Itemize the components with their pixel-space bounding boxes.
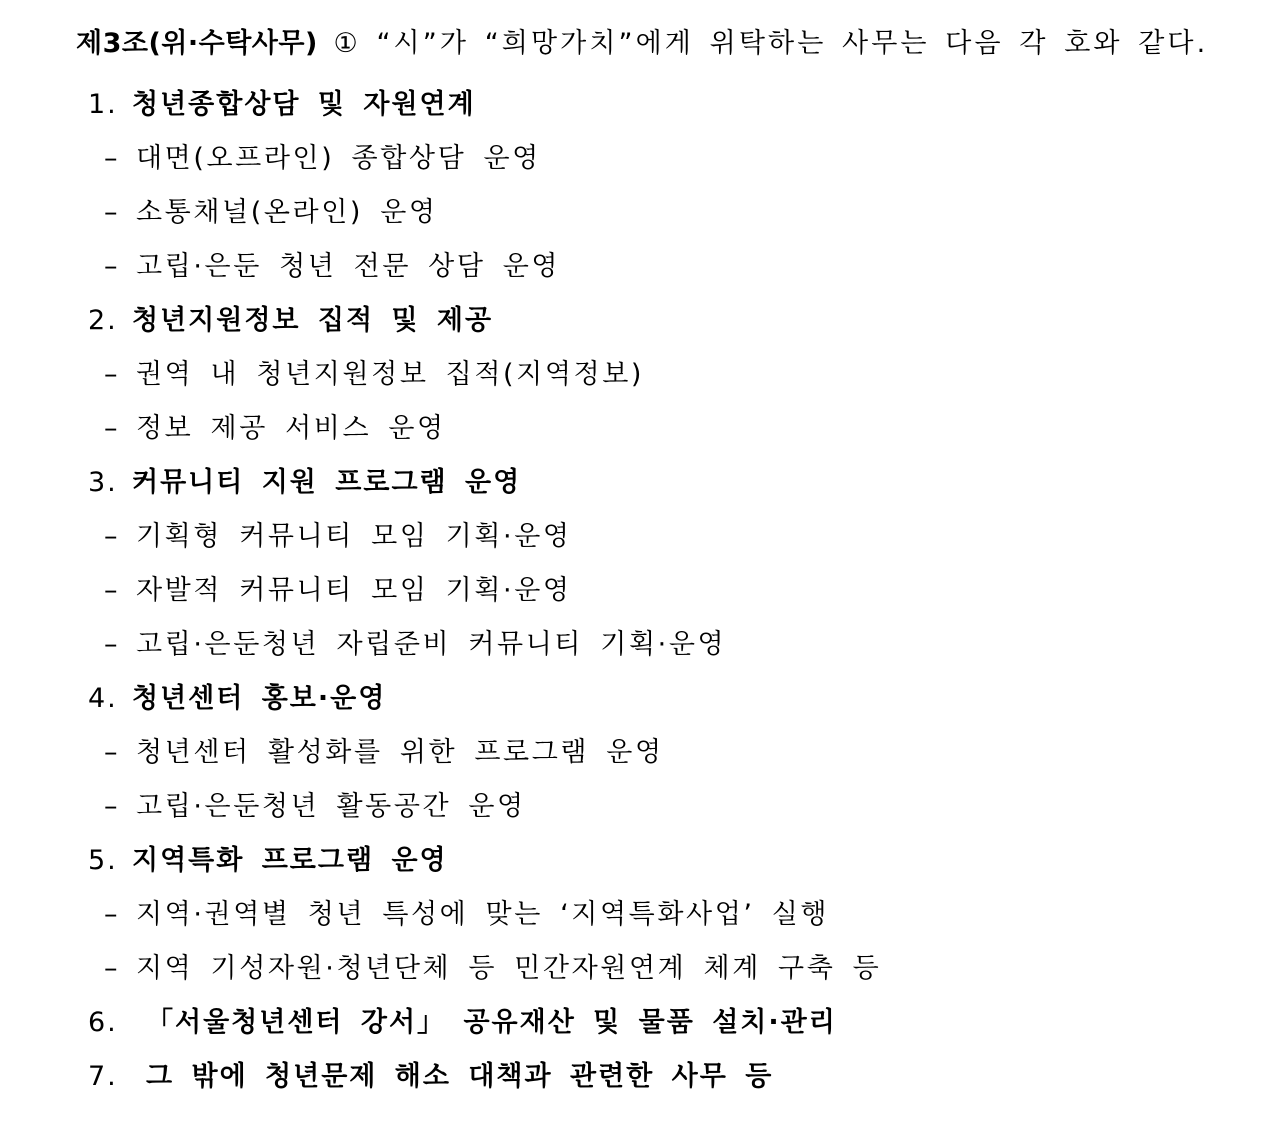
dash-bullet: – [104, 521, 121, 552]
section-title-text: 커뮤니티 지원 프로그램 운영 [132, 467, 522, 498]
item-text: 권역 내 청년지원정보 집적(지역정보) [136, 359, 645, 390]
dash-bullet: – [104, 251, 121, 282]
item-text: 고립·은둔청년 활동공간 운영 [136, 791, 526, 822]
section-title [88, 456, 1188, 510]
section-title-text: 청년센터 홍보·운영 [132, 683, 387, 714]
dash-bullet: – [104, 953, 121, 984]
section-title-text: 청년지원정보 집적 및 제공 [132, 305, 494, 336]
list-item [88, 564, 1188, 618]
item-text: 대면(오프라인) 종합상담 운영 [136, 143, 541, 174]
item-text: 지역·권역별 청년 특성에 맞는 ‘지역특화사업’ 실행 [136, 899, 830, 930]
list-item [88, 780, 1188, 834]
section-number: 2. [88, 305, 118, 336]
list-item [88, 402, 1188, 456]
section-number: 3. [88, 467, 118, 498]
section-title [88, 996, 1188, 1050]
section-1 [88, 78, 1188, 294]
section-2 [88, 294, 1188, 456]
list-item [88, 726, 1188, 780]
item-text: 소통채널(온라인) 운영 [136, 197, 438, 228]
item-text: 자발적 커뮤니티 모임 기획·운영 [136, 575, 572, 606]
item-text: 정보 제공 서비스 운영 [136, 413, 446, 444]
item-text: 기획형 커뮤니티 모임 기획·운영 [136, 521, 572, 552]
item-text: 지역 기성자원·청년단체 등 민간자원연계 체계 구축 등 [136, 953, 882, 984]
list-item [88, 240, 1188, 294]
section-number: 4. [88, 683, 118, 714]
section-title-text: 지역특화 프로그램 운영 [132, 845, 448, 876]
dash-bullet: – [104, 737, 121, 768]
section-7 [88, 1050, 1188, 1104]
section-title [88, 672, 1188, 726]
section-items [88, 348, 1188, 456]
item-text: 고립·은둔청년 자립준비 커뮤니티 기획·운영 [136, 629, 727, 660]
item-text: 청년센터 활성화를 위한 프로그램 운영 [136, 737, 664, 768]
section-number: 6. [88, 1007, 118, 1038]
item-text: 고립·은둔 청년 전문 상담 운영 [136, 251, 561, 282]
section-items [88, 888, 1188, 996]
section-4 [88, 672, 1188, 834]
list-item [88, 186, 1188, 240]
list-item [88, 618, 1188, 672]
article-title: 제3조(위·수탁사무) [76, 28, 318, 59]
section-title [88, 78, 1188, 132]
dash-bullet: – [104, 359, 121, 390]
section-list [88, 78, 1188, 1104]
section-number: 7. [88, 1061, 118, 1092]
section-title [88, 294, 1188, 348]
dash-bullet: – [104, 575, 121, 606]
list-item [88, 510, 1188, 564]
section-title-text: 청년종합상담 및 자원연계 [132, 89, 476, 120]
section-title-text: 그 밖에 청년문제 해소 대책과 관련한 사무 등 [146, 1061, 774, 1092]
section-5 [88, 834, 1188, 996]
section-title [88, 1050, 1188, 1104]
article-heading [76, 22, 1208, 66]
section-6 [88, 996, 1188, 1050]
section-items [88, 132, 1188, 294]
dash-bullet: – [104, 899, 121, 930]
dash-bullet: – [104, 197, 121, 228]
dash-bullet: – [104, 413, 121, 444]
section-items [88, 510, 1188, 672]
list-item [88, 132, 1188, 186]
section-number: 5. [88, 845, 118, 876]
list-item [88, 888, 1188, 942]
section-title [88, 834, 1188, 888]
section-number: 1. [88, 89, 118, 120]
article-body: ① “시”가 “희망가치”에게 위탁하는 사무는 다음 각 호와 같다. [333, 28, 1209, 59]
section-items [88, 726, 1188, 834]
dash-bullet: – [104, 143, 121, 174]
dash-bullet: – [104, 791, 121, 822]
list-item [88, 348, 1188, 402]
section-3 [88, 456, 1188, 672]
section-title-text: 「서울청년센터 강서」 공유재산 및 물품 설치·관리 [146, 1007, 837, 1038]
list-item [88, 942, 1188, 996]
dash-bullet: – [104, 629, 121, 660]
